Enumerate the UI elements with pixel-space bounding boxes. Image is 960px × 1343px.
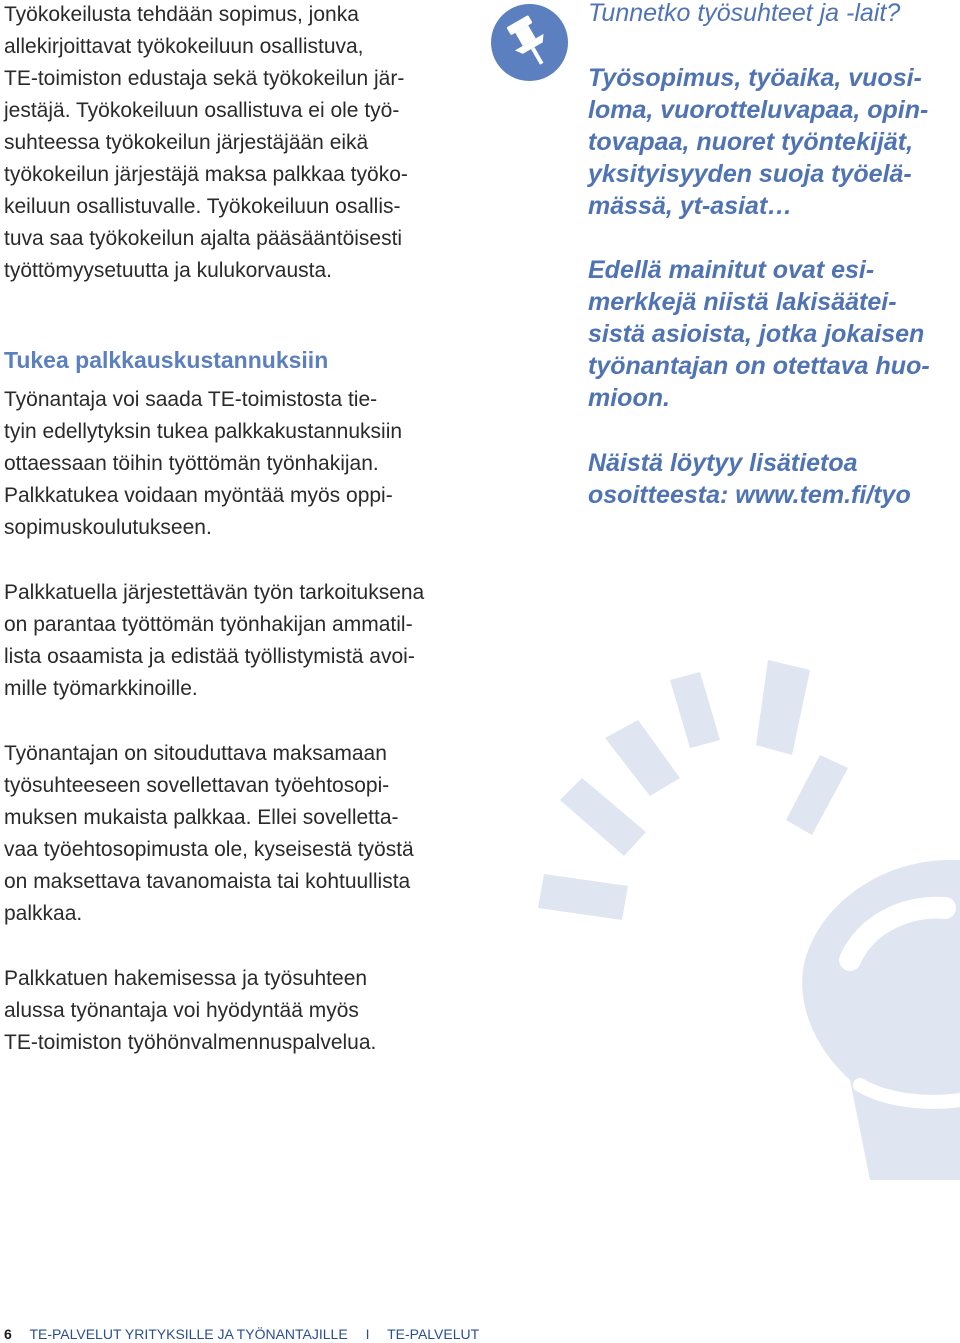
- sidebar-title: Tunnetko työsuhteet ja -lait?: [588, 0, 901, 27]
- lightbulb-icon: [520, 660, 960, 1180]
- sidebar-more-info: Näistä löytyy lisätietoa osoitteesta: www.tem.fi/tyo: [588, 449, 911, 509]
- paragraph-work-trial: Työkokeilusta tehdään sopimus, jonka allekirjoittavat työkokeiluun osallistuva, TE-toimiston edustaja sekä työkokeilun jär- jestäjä. Työkokeiluun osallistuva ei ole työ- suhteessa työkokeilun järjestäjään eikä työkokeilun järjestäjä maksa palkkaa työko- keiluun osallistuvalle. Työkokeiluun osallis- tuva saa työkokeilun ajalta pääsääntöisesti työttömyysetuutta ja kulukorvausta.: [4, 3, 408, 282]
- footer-section-title: TE-PALVELUT: [387, 1326, 480, 1342]
- page-footer: [4, 1325, 479, 1343]
- sidebar-topics: Työsopimus, työaika, vuosi- loma, vuorotteluvapaa, opin- tovapaa, nuoret työntekijät, yksityisyyden suoja työelä- mässä, yt-asiat…: [588, 64, 929, 220]
- footer-separator: I: [365, 1326, 370, 1342]
- footer-publication-title: TE-PALVELUT YRITYKSILLE JA TYÖNANTAJILLE: [29, 1326, 348, 1342]
- section-heading-salary-support: Tukea palkkauskustannuksiin: [4, 347, 329, 373]
- paragraph-employer-commitment: Työnantajan on sitouduttava maksamaan työsuhteeseen sovellettavan työehtosopi- muksen mukaista palkkaa. Ellei sovelletta- vaa työehtosopimusta ole, kyseisestä työstä on maksettava tavanomaista tai kohtuullista palkkaa.: [4, 742, 414, 925]
- pushpin-icon: [491, 4, 568, 81]
- paragraph-job-coaching: Palkkatuen hakemisessa ja työsuhteen alussa työnantaja voi hyödyntää myös TE-toimiston työhönvalmennuspalvelua.: [4, 967, 377, 1054]
- paragraph-salary-support: Työnantaja voi saada TE-toimistosta tie- tyin edellytyksin tukea palkkakustannuksiin ottaessaan töihin työttömän työnhakijan. Palkkatukea voidaan myöntää myös oppi- sopimuskoulutukseen.: [4, 388, 403, 539]
- sidebar-statutory-note: Edellä mainitut ovat esi- merkkejä niistä lakisäätei- sistä asioista, jotka jokaisen työnantajan on otettava huo- mioon.: [588, 256, 930, 412]
- paragraph-salary-support-purpose: Palkkatuella järjestettävän työn tarkoituksena on parantaa työttömän työnhakijan ammatil- lista osaamista ja edistää työllistymistä avoi- mille työmarkkinoille.: [4, 581, 425, 700]
- page-number: 6: [4, 1326, 12, 1342]
